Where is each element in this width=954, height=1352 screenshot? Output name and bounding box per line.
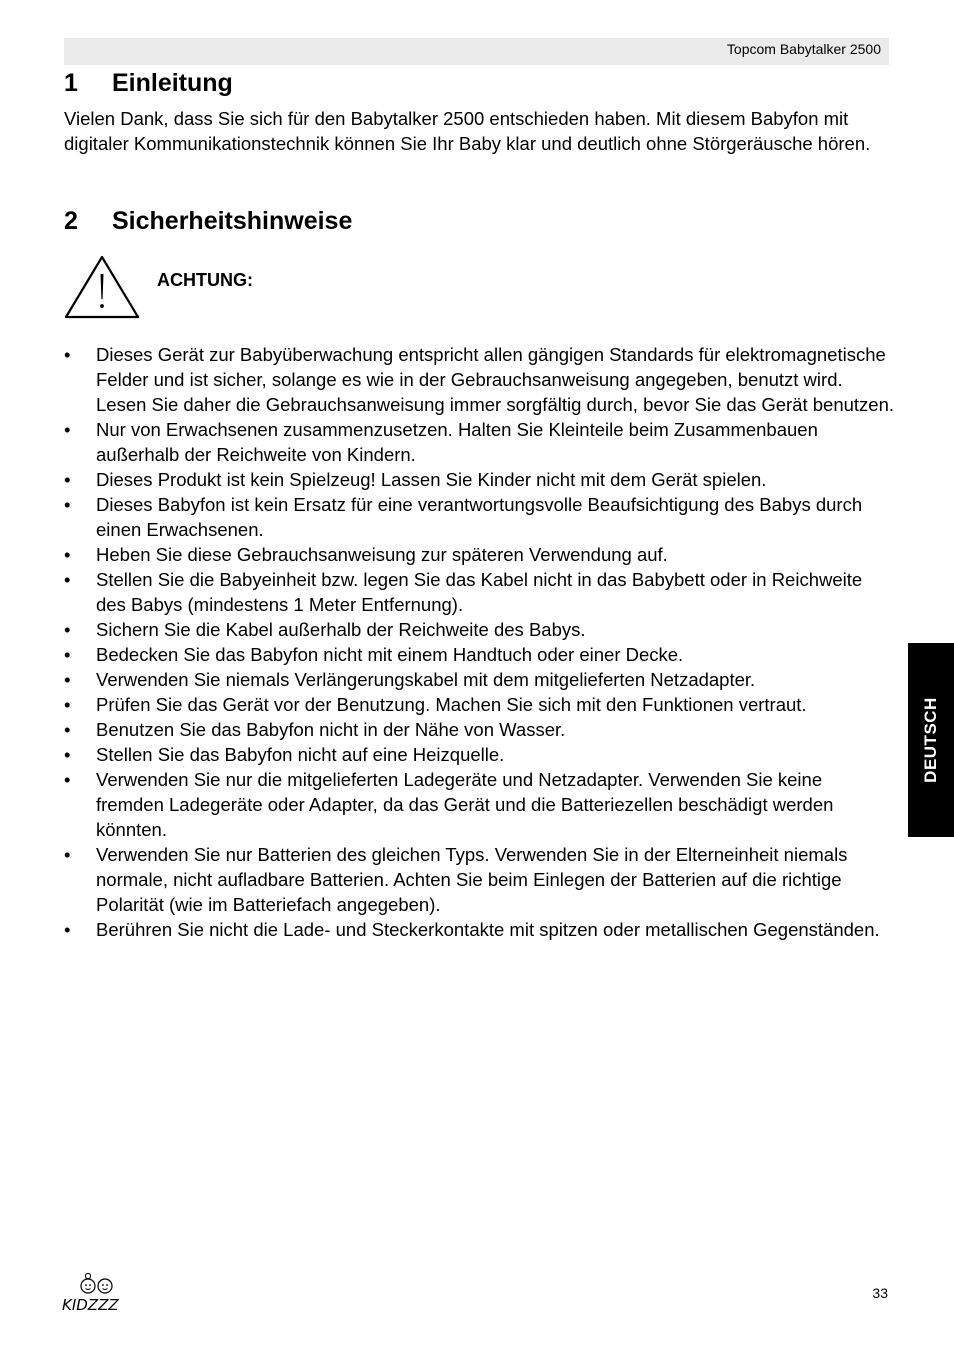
bullet-marker: •: [64, 344, 71, 365]
section-title: Sicherheitshinweise: [112, 207, 353, 235]
list-item: [64, 567, 894, 617]
list-item: [64, 917, 894, 942]
list-item-text: Verwenden Sie niemals Verlängerungskabel mit dem mitgelieferten Netzadapter.: [96, 669, 756, 690]
safety-bullet-list: [64, 342, 894, 942]
list-item: [64, 492, 894, 542]
list-item: [64, 717, 894, 742]
list-item: [64, 417, 894, 467]
warning-triangle-icon: [64, 254, 140, 320]
list-item: [64, 692, 894, 717]
bullet-marker: •: [64, 544, 71, 565]
list-item-text: Dieses Gerät zur Babyüberwachung entspricht allen gängigen Standards für elektromagnetische Felder und ist sicher, solange es wie in der Gebrauchsanweisung angegeben, benutzt wird. Lesen Sie daher die Gebrauchsanweisung immer sorgfältig durch, bevor Sie das Gerät benutzen.: [96, 344, 895, 415]
language-tab: [908, 643, 954, 837]
list-item: [64, 642, 894, 667]
language-tab-label: DEUTSCH: [921, 697, 940, 783]
list-item: [64, 667, 894, 692]
list-item: [64, 742, 894, 767]
page-number: 33: [872, 1285, 888, 1301]
bullet-marker: •: [64, 469, 71, 490]
warning-label: ACHTUNG:: [157, 270, 253, 290]
list-item-text: Verwenden Sie nur Batterien des gleichen Typs. Verwenden Sie in der Elterneinheit niemals normale, nicht aufladbare Batterien. Achten Sie beim Einlegen der Batterien auf die richtige Polarität (wie im Batteriefach angegeben).: [96, 844, 848, 915]
list-item: [64, 842, 894, 917]
bullet-marker: •: [64, 769, 71, 790]
intro-paragraph: Vielen Dank, dass Sie sich für den Babytalker 2500 entschieden haben. Mit diesem Babyfon mit digitaler Kommunikationstechnik können Sie Ihr Baby klar und deutlich ohne Störgeräusche hören.: [64, 108, 871, 154]
list-item-text: Sichern Sie die Kabel außerhalb der Reichweite des Babys.: [96, 619, 586, 640]
list-item-text: Prüfen Sie das Gerät vor der Benutzung. Machen Sie sich mit den Funktionen vertraut.: [96, 694, 807, 715]
header-title: Topcom Babytalker 2500: [726, 41, 881, 57]
list-item-text: Benutzen Sie das Babyfon nicht in der Nähe von Wasser.: [96, 719, 566, 740]
bullet-marker: •: [64, 844, 71, 865]
list-item: [64, 767, 894, 842]
list-item-text: Stellen Sie die Babyeinheit bzw. legen Sie das Kabel nicht in das Babybett oder in Reichweite des Babys (mindestens 1 Meter Entfernung).: [96, 569, 863, 615]
bullet-marker: •: [64, 644, 71, 665]
bullet-marker: •: [64, 494, 71, 515]
section-number: 2: [64, 207, 78, 235]
logo-lettering: KIDZZZ: [62, 1296, 119, 1314]
bullet-marker: •: [64, 569, 71, 590]
header-bar: [64, 38, 889, 65]
list-item-text: Bedecken Sie das Babyfon nicht mit einem Handtuch oder einer Decke.: [96, 644, 684, 665]
kidzzz-logo-icon: [58, 1270, 134, 1316]
bullet-marker: •: [64, 694, 71, 715]
bullet-marker: •: [64, 619, 71, 640]
bullet-marker: •: [64, 919, 71, 940]
list-item-text: Dieses Produkt ist kein Spielzeug! Lassen Sie Kinder nicht mit dem Gerät spielen.: [96, 469, 767, 490]
bullet-marker: •: [64, 719, 71, 740]
list-item: [64, 342, 894, 417]
section-heading-einleitung: [64, 68, 233, 98]
section-title: Einleitung: [112, 69, 233, 97]
section-number: 1: [64, 69, 78, 97]
bullet-marker: •: [64, 419, 71, 440]
list-item-text: Berühren Sie nicht die Lade- und Steckerkontakte mit spitzen oder metallischen Gegenständen.: [96, 919, 880, 940]
list-item-text: Nur von Erwachsenen zusammenzusetzen. Halten Sie Kleinteile beim Zusammenbauen außerhalb der Reichweite von Kindern.: [96, 419, 818, 465]
list-item: [64, 467, 894, 492]
list-item: [64, 542, 894, 567]
bullet-marker: •: [64, 744, 71, 765]
list-item-text: Verwenden Sie nur die mitgelieferten Ladegeräte und Netzadapter. Verwenden Sie keine fremden Ladegeräte oder Adapter, da das Gerät und die Batteriezellen beschädigt werden könnten.: [96, 769, 834, 840]
bullet-marker: •: [64, 669, 71, 690]
list-item: [64, 617, 894, 642]
section-heading-sicherheitshinweise: [64, 206, 352, 236]
list-item-text: Dieses Babyfon ist kein Ersatz für eine verantwortungsvolle Beaufsichtigung des Babys durch einen Erwachsenen.: [96, 494, 863, 540]
list-item-text: Stellen Sie das Babyfon nicht auf eine Heizquelle.: [96, 744, 505, 765]
list-item-text: Heben Sie diese Gebrauchsanweisung zur späteren Verwendung auf.: [96, 544, 668, 565]
